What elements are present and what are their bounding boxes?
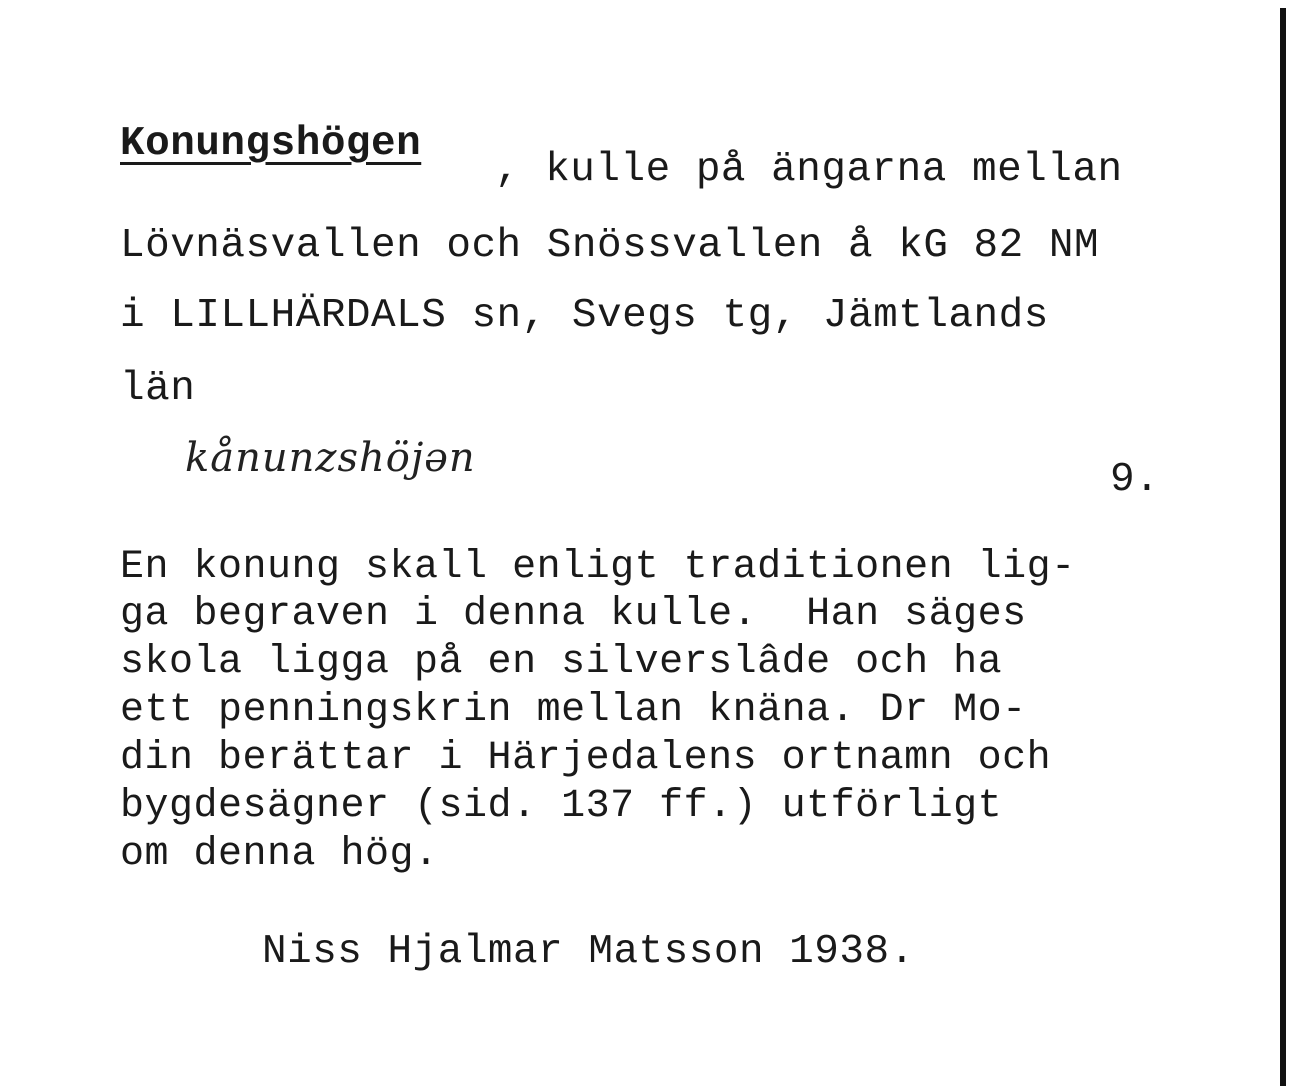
paragraph-line: ett penningskrin mellan knäna. Dr Mo- bbox=[120, 688, 1027, 733]
paragraph-line: om denna hög. bbox=[120, 832, 439, 877]
headword-description: , kulle på ängarna mellan bbox=[495, 147, 1123, 193]
paragraph-line: skola ligga på en silverslâde och ha bbox=[120, 640, 1003, 685]
location-line-2: i LILLHÄRDALS sn, Svegs tg, Jämtlands bbox=[120, 293, 1049, 339]
location-line-1: Lövnäsvallen och Snössvallen å kG 82 NM bbox=[120, 223, 1100, 269]
headword: Konungshögen bbox=[120, 121, 422, 167]
handwritten-pronunciation: kånunzshöjən bbox=[185, 435, 476, 481]
signature: Niss Hjalmar Matsson 1938. bbox=[262, 929, 915, 975]
paragraph-line: En konung skall enligt traditionen lig- bbox=[120, 545, 1076, 590]
card-edge-border bbox=[1280, 8, 1286, 1086]
location-line-3: län bbox=[120, 366, 196, 412]
paragraph-line: bygdesägner (sid. 137 ff.) utförligt bbox=[120, 784, 1003, 829]
card-number: 9. bbox=[1110, 457, 1160, 503]
paragraph-line: din berättar i Härjedalens ortnamn och bbox=[120, 736, 1052, 781]
paragraph-line: ga begraven i denna kulle. Han säges bbox=[120, 592, 1027, 637]
